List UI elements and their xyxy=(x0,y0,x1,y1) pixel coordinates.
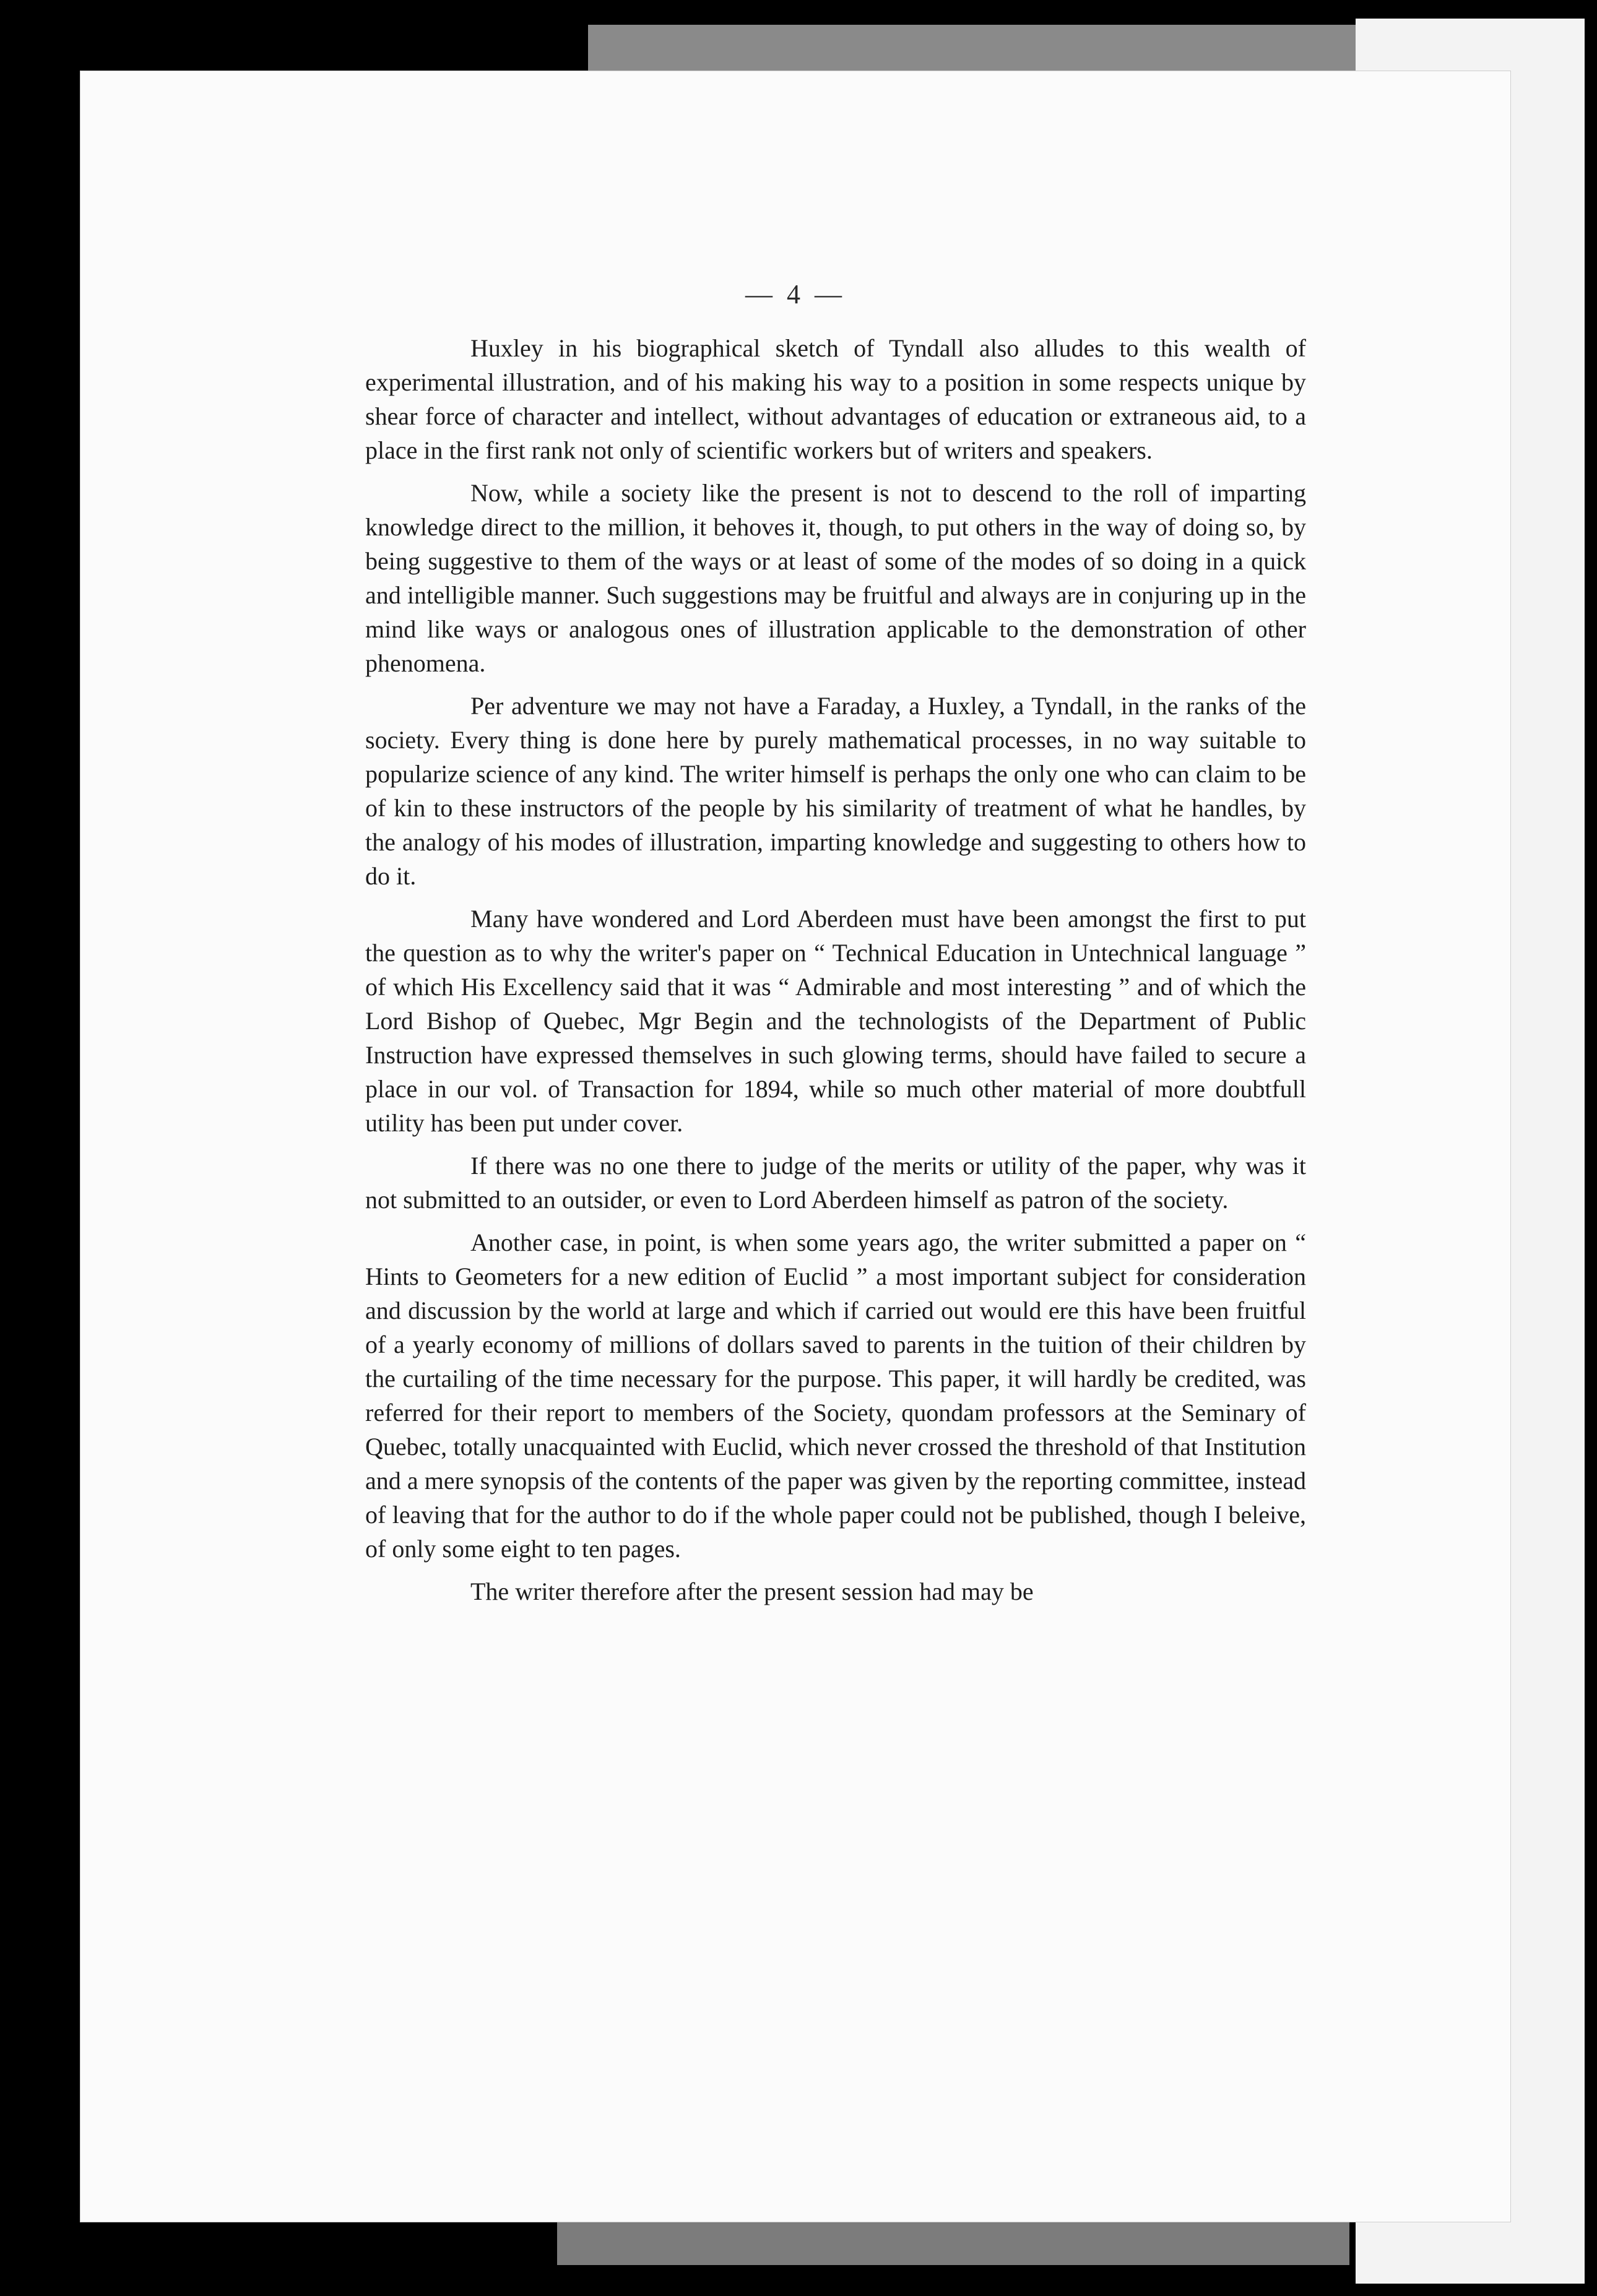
paragraph-5: If there was no one there to judge of the merits or utility of the paper, why was it not submitted to an outsider, or even to Lord Aberdeen himself as patron of the society. xyxy=(365,1152,1306,1214)
body-text xyxy=(365,331,1306,1617)
paragraph-1: Huxley in his biographical sketch of Tyndall also alludes to this wealth of experimental illustration, and of his making his way to a position in some respects unique by shear force of character and intellect, without advantages of education or extraneous aid, to a place in the first rank not only of scientific workers but of writers and speakers. xyxy=(365,334,1306,464)
page-number: — 4 — xyxy=(745,279,846,309)
document-page xyxy=(80,71,1510,2222)
paragraph-3: Per adventure we may not have a Faraday, a Huxley, a Tyndall, in the ranks of the society. Every thing is done here by purely mathematical processes, in no way suitable to popularize science of any kind. The writer himself is perhaps the only one who can claim to be of kin to these instructors of the people by his similarity of treatment of what he handles, by the analogy of his modes of illustration, imparting knowledge and suggesting to others how to do it. xyxy=(365,692,1306,890)
paragraph-6: Another case, in point, is when some years ago, the writer submitted a paper on “ Hints to Geometers for a new edition of Euclid ” a most important subject for consideration and discussion by the world at large and which if carried out would ere this have been fruitful of a yearly economy of millions of dollars saved to parents in the tuition of their children by the curtailing of the time necessary for the purpose. This paper, it will hardly be credited, was referred for their report to members of the Society, quondam professors at the Seminary of Quebec, totally unacquainted with Euclid, which never crossed the threshold of that Institution and a mere synopsis of the contents of the paper was given by the reporting committee, instead of leaving that for the author to do if the whole paper could not be published, though I beleive, of only some eight to ten pages. xyxy=(365,1228,1306,1563)
paragraph-4: Many have wondered and Lord Aberdeen must have been amongst the first to put the question as to why the writer's paper on “ Technical Education in Untechnical language ” of which His Excellency said that it was “ Admirable and most interesting ” and of which the Lord Bishop of Quebec, Mgr Begin and the technologists of the Department of Public Instruction have expressed themselves in such glowing terms, should have failed to secure a place in our vol. of Transaction for 1894, while so much other material of more doubtfull utility has been put under cover. xyxy=(365,905,1306,1137)
paragraph-2: Now, while a society like the present is not to descend to the roll of imparting knowledge direct to the million, it behoves it, though, to put others in the way of doing so, by being suggestive to them of the ways or at least of some of the modes of so doing in a quick and intelligible manner. Such suggestions may be fruitful and always are in conjuring up in the mind like ways or analogous ones of illustration applicable to the demonstration of other phenomena. xyxy=(365,479,1306,677)
paragraph-7: The writer therefore after the present session had may be xyxy=(470,1577,1034,1605)
